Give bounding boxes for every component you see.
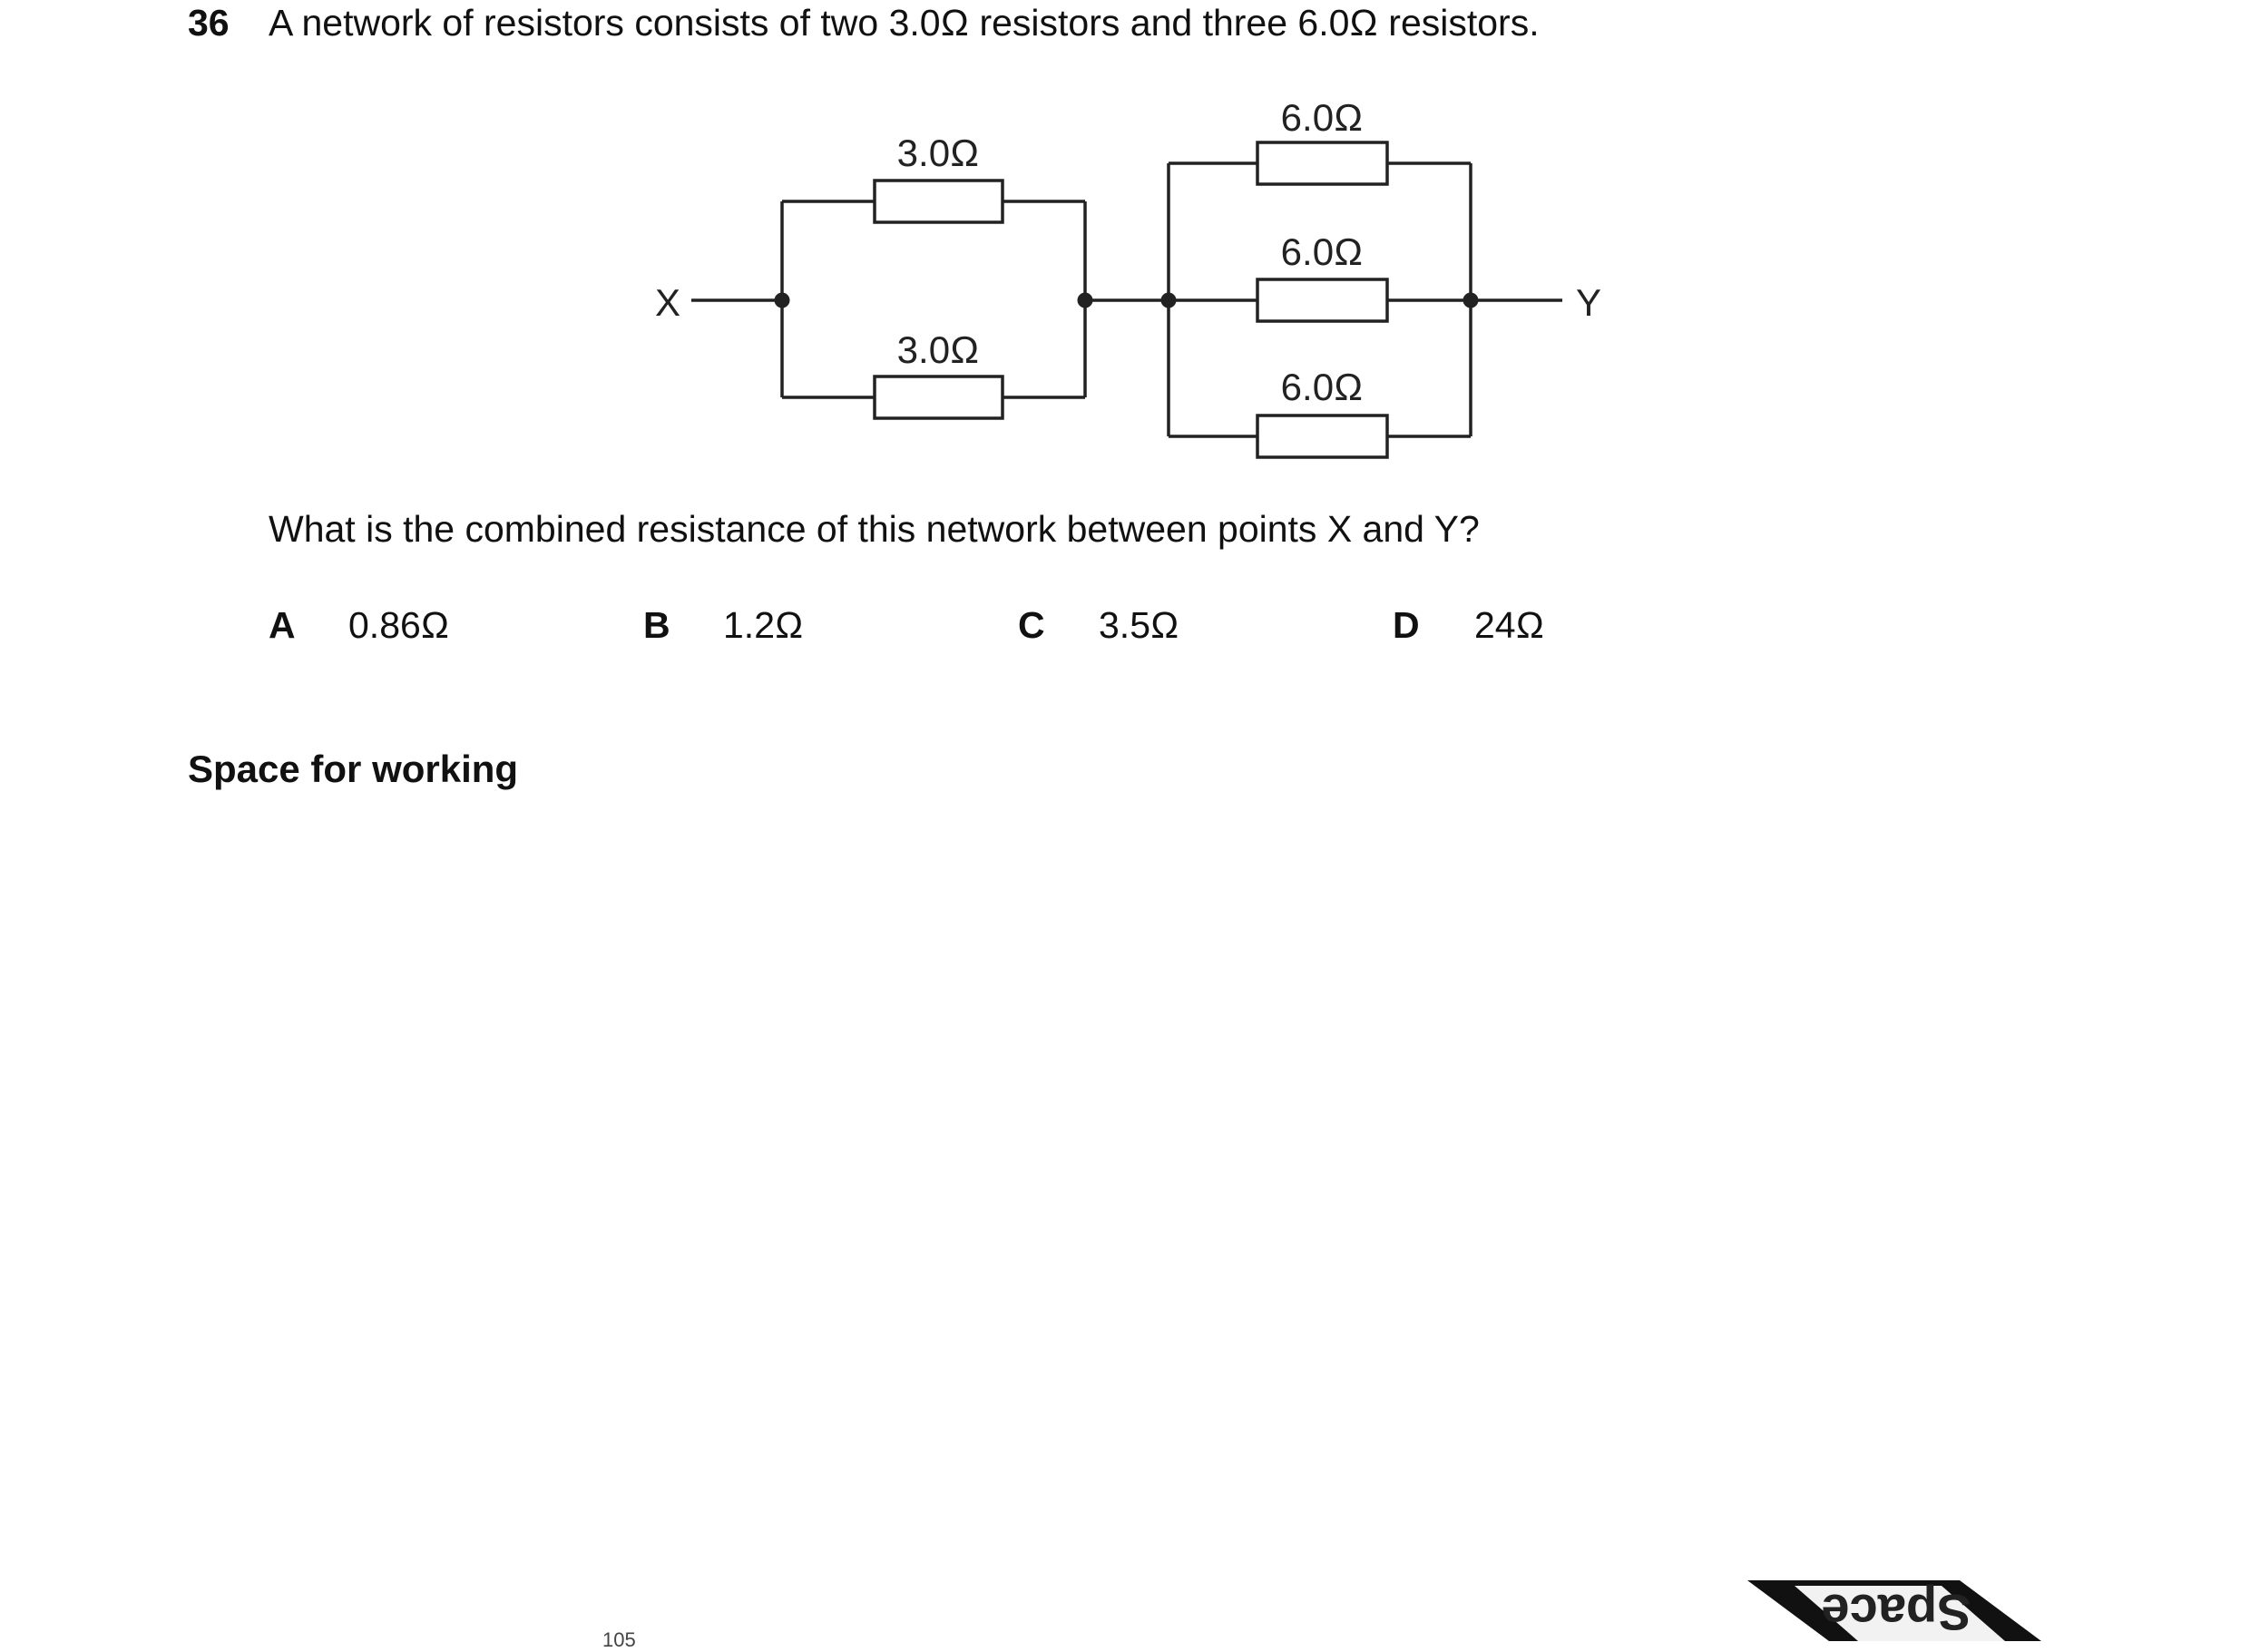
stamp-text: Space bbox=[1821, 1584, 1971, 1641]
option-d-letter: D bbox=[1393, 604, 1420, 646]
junction-node bbox=[775, 293, 790, 308]
space-for-working-label: Space for working bbox=[188, 748, 519, 790]
resistor-6ohm-bottom bbox=[1257, 415, 1387, 457]
circuit-wires bbox=[691, 163, 1562, 436]
option-c-letter: C bbox=[1018, 604, 1045, 646]
resistor-label-6ohm-middle: 6.0Ω bbox=[1280, 230, 1364, 273]
junction-node bbox=[1078, 293, 1093, 308]
terminal-y-label: Y bbox=[1576, 281, 1602, 324]
question-prompt: What is the combined resistance of this network between points X and Y? bbox=[269, 508, 1480, 550]
resistor-label-6ohm-bottom: 6.0Ω bbox=[1280, 366, 1364, 408]
resistor-label-6ohm-top: 6.0Ω bbox=[1280, 96, 1364, 139]
resistor-3ohm-bottom bbox=[875, 376, 1003, 418]
option-a-letter: A bbox=[269, 604, 296, 646]
question-number: 36 bbox=[188, 2, 230, 44]
option-c-value: 3.5Ω bbox=[1099, 604, 1179, 646]
option-b-value: 1.2Ω bbox=[723, 604, 804, 646]
resistor-label-3ohm-top: 3.0Ω bbox=[896, 132, 980, 174]
resistor-3ohm-top bbox=[875, 181, 1003, 222]
resistor-label-3ohm-bottom: 3.0Ω bbox=[896, 328, 980, 371]
option-b-letter: B bbox=[643, 604, 670, 646]
resistor-network-diagram bbox=[0, 0, 2250, 508]
junction-node bbox=[1161, 293, 1177, 308]
terminal-x-label: X bbox=[654, 281, 680, 324]
corner-stamp-graphic bbox=[1742, 1569, 2041, 1641]
junction-node bbox=[1463, 293, 1479, 308]
question-stem: A network of resistors consists of two 3.0Ω resistors and three 6.0Ω resistors. bbox=[269, 2, 1540, 44]
resistor-6ohm-middle bbox=[1257, 279, 1387, 321]
option-a-value: 0.86Ω bbox=[348, 604, 450, 646]
option-d-value: 24Ω bbox=[1474, 604, 1545, 646]
page-number: 105 bbox=[602, 1628, 636, 1651]
resistor-6ohm-top bbox=[1257, 142, 1387, 184]
